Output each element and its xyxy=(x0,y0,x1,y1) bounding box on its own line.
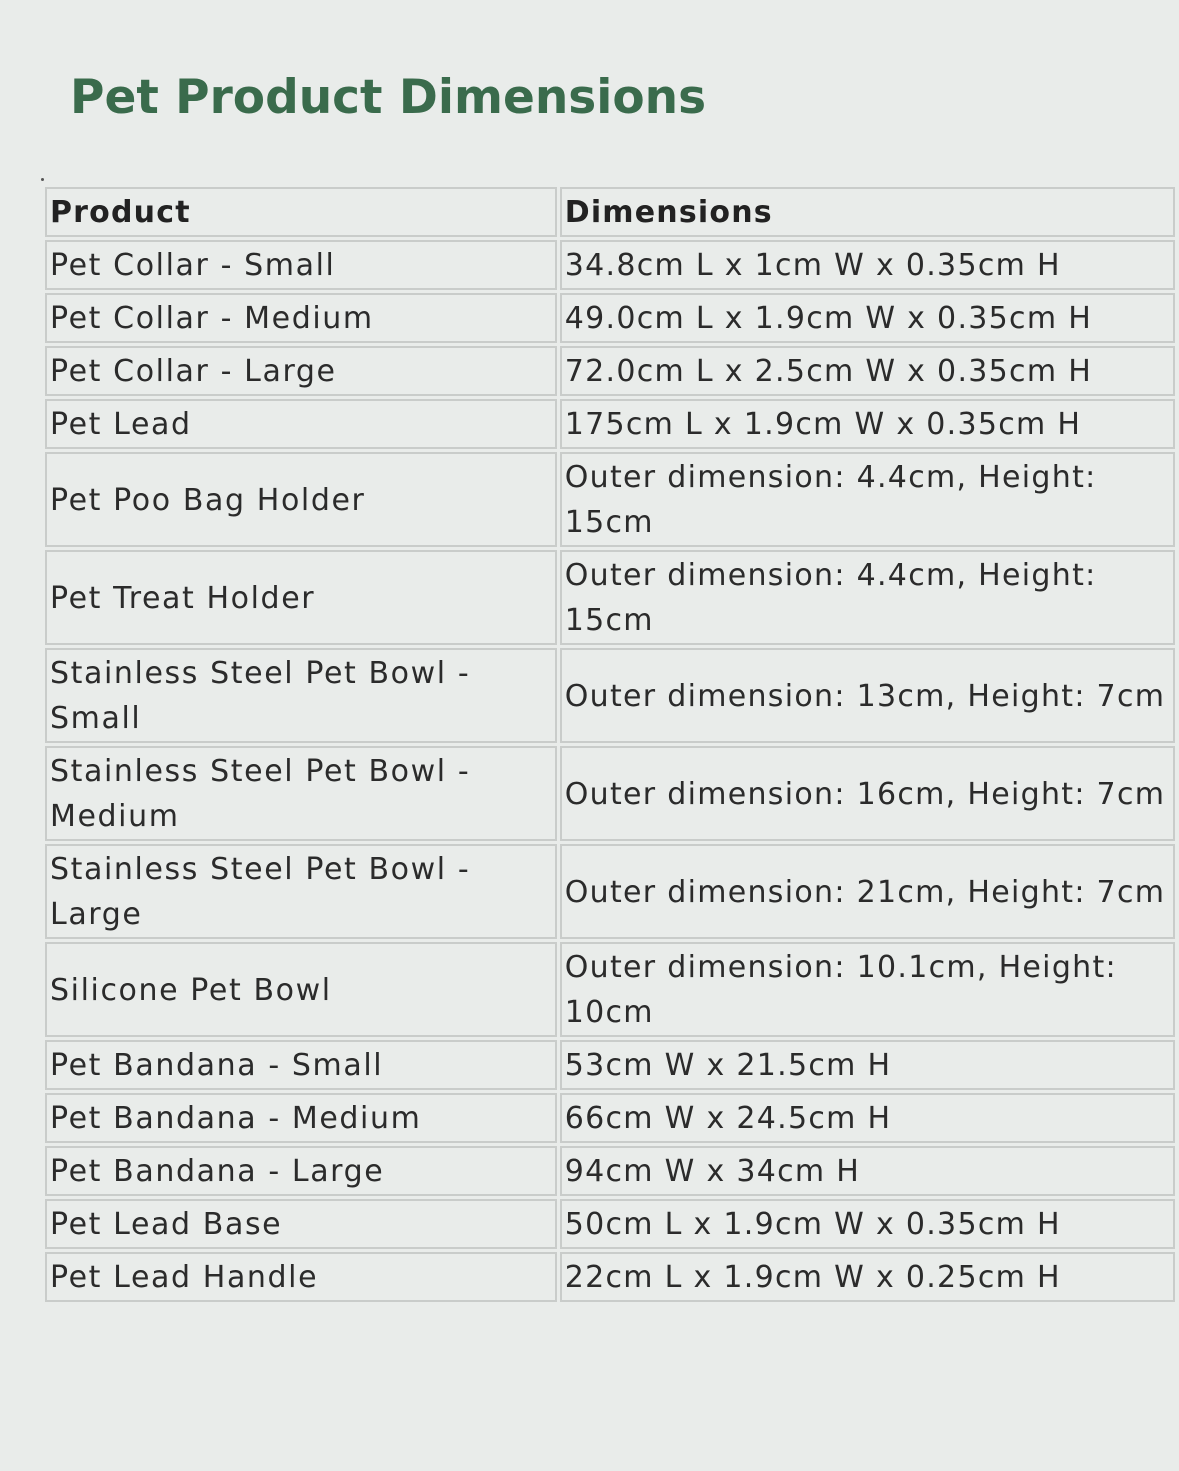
product-cell: Pet Bandana - Small xyxy=(45,1040,557,1090)
table-row xyxy=(45,844,1175,939)
product-cell: Pet Collar - Large xyxy=(45,346,557,396)
table-row xyxy=(45,648,1175,743)
product-cell: Pet Treat Holder xyxy=(45,550,557,645)
dimensions-cell: Outer dimension: 4.4cm, Height: 15cm xyxy=(560,452,1175,547)
product-cell: Stainless Steel Pet Bowl - Small xyxy=(45,648,557,743)
product-cell: Pet Bandana - Medium xyxy=(45,1093,557,1143)
table-row xyxy=(45,452,1175,547)
table-row xyxy=(45,746,1175,841)
page-title: Pet Product Dimensions xyxy=(70,70,707,125)
dimensions-cell: Outer dimension: 16cm, Height: 7cm xyxy=(560,746,1175,841)
product-cell: Pet Lead Handle xyxy=(45,1252,557,1302)
table-row xyxy=(45,399,1175,449)
dimensions-cell: 50cm L x 1.9cm W x 0.35cm H xyxy=(560,1199,1175,1249)
dimensions-cell: 175cm L x 1.9cm W x 0.35cm H xyxy=(560,399,1175,449)
table-row xyxy=(45,942,1175,1037)
dimensions-cell: Outer dimension: 21cm, Height: 7cm xyxy=(560,844,1175,939)
product-cell: Pet Bandana - Large xyxy=(45,1146,557,1196)
product-cell: Silicone Pet Bowl xyxy=(45,942,557,1037)
dimensions-cell: 22cm L x 1.9cm W x 0.25cm H xyxy=(560,1252,1175,1302)
table-header xyxy=(45,187,1175,237)
dimensions-cell: 53cm W x 21.5cm H xyxy=(560,1040,1175,1090)
product-cell: Pet Poo Bag Holder xyxy=(45,452,557,547)
header-row xyxy=(45,187,1175,237)
table-row xyxy=(45,1199,1175,1249)
product-cell: Stainless Steel Pet Bowl - Medium xyxy=(45,746,557,841)
table-row xyxy=(45,346,1175,396)
table-row xyxy=(45,1146,1175,1196)
dimensions-table xyxy=(42,184,1178,1305)
table-row xyxy=(45,550,1175,645)
dimensions-cell: 94cm W x 34cm H xyxy=(560,1146,1175,1196)
table-row xyxy=(45,293,1175,343)
table-body xyxy=(45,240,1175,1302)
dimensions-cell: Outer dimension: 13cm, Height: 7cm xyxy=(560,648,1175,743)
table-row xyxy=(45,1252,1175,1302)
stray-dot xyxy=(41,178,44,181)
dimensions-cell: 49.0cm L x 1.9cm W x 0.35cm H xyxy=(560,293,1175,343)
product-cell: Pet Collar - Medium xyxy=(45,293,557,343)
product-cell: Stainless Steel Pet Bowl - Large xyxy=(45,844,557,939)
dimensions-cell: 34.8cm L x 1cm W x 0.35cm H xyxy=(560,240,1175,290)
product-cell: Pet Collar - Small xyxy=(45,240,557,290)
table-row xyxy=(45,1040,1175,1090)
header-dimensions: Dimensions xyxy=(560,187,1175,237)
table-row xyxy=(45,240,1175,290)
product-cell: Pet Lead Base xyxy=(45,1199,557,1249)
dimensions-cell: 66cm W x 24.5cm H xyxy=(560,1093,1175,1143)
dimensions-cell: Outer dimension: 10.1cm, Height: 10cm xyxy=(560,942,1175,1037)
dimensions-cell: Outer dimension: 4.4cm, Height: 15cm xyxy=(560,550,1175,645)
dimensions-cell: 72.0cm L x 2.5cm W x 0.35cm H xyxy=(560,346,1175,396)
product-cell: Pet Lead xyxy=(45,399,557,449)
table-row xyxy=(45,1093,1175,1143)
header-product: Product xyxy=(45,187,557,237)
